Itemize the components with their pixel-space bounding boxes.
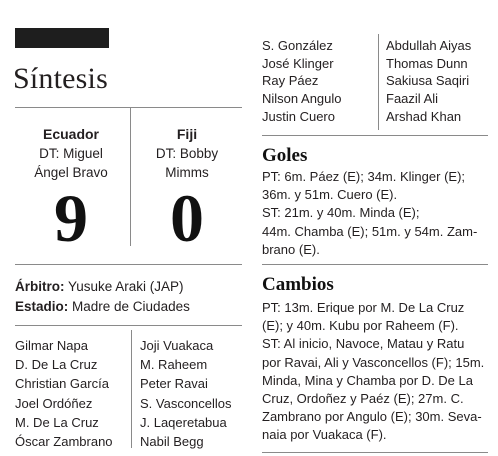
lineup-divider xyxy=(378,34,379,130)
team-name: Ecuador xyxy=(42,126,99,142)
goals-text: PT: 6m. Páez (E); 34m. Klinger (E); 36m. y 51m. Cuero (E). ST: 21m. y 40m. Minda (E); 44m. Chamba (E); 51m. y 54m. Zam- brano (E). xyxy=(262,169,478,257)
team-ecuador xyxy=(12,125,130,256)
lineup-ecuador xyxy=(15,336,113,451)
list-item: M. De La Cruz xyxy=(15,414,99,430)
referee-line xyxy=(15,277,184,297)
stadium-value: Madre de Ciudades xyxy=(68,299,190,314)
list-item: Nilson Angulo xyxy=(262,91,342,107)
divider xyxy=(262,264,488,265)
coach-line: DT: Bobby xyxy=(155,146,219,161)
list-item: J. Laqeretabua xyxy=(140,414,227,430)
list-item: Faazil Ali xyxy=(386,91,439,107)
score: 0 xyxy=(170,180,204,256)
stadium-label: Estadio: xyxy=(15,299,69,314)
divider xyxy=(15,107,242,108)
stadium-line xyxy=(15,297,190,317)
team-fiji xyxy=(128,125,246,256)
lineup-fiji xyxy=(140,336,232,451)
divider xyxy=(262,135,488,136)
lineup-fiji-cont xyxy=(386,37,471,126)
list-item: M. Raheem xyxy=(140,357,208,373)
list-item: Ray Páez xyxy=(262,73,319,89)
list-item: Gilmar Napa xyxy=(15,338,88,353)
list-item: Christian García xyxy=(15,376,109,392)
list-item: S. Vasconcellos xyxy=(140,395,232,411)
divider xyxy=(15,325,242,326)
page-title: Síntesis xyxy=(13,62,108,95)
list-item: Joji Vuakaca xyxy=(140,338,214,353)
list-item: Sakiusa Saqiri xyxy=(386,73,470,89)
referee-label: Árbitro: xyxy=(15,279,65,294)
coach-line: Mimms xyxy=(165,165,209,180)
list-item: Justin Cuero xyxy=(262,108,335,124)
goals-heading: Goles xyxy=(262,145,308,166)
list-item: Arshad Khan xyxy=(386,108,462,124)
list-item: Nabil Begg xyxy=(140,434,204,450)
referee-value: Yusuke Araki (JAP) xyxy=(64,279,184,294)
coach-line: DT: Miguel xyxy=(39,146,103,161)
divider xyxy=(15,264,242,265)
list-item: Abdullah Aiyas xyxy=(386,38,472,53)
changes-text: PT: 13m. Erique por M. De La Cruz (E); y 40m. Kubu por Raheem (F). ST: Al inicio, Navoce, Matau y Ratu por Ravai, Ali y Vasconcellos (F); 15m. Minda, Mina y Chamba por D. De La Cruz, Ordoñez y Paéz (E); 27m. C. Zambrano por Angulo (E); 30m. Seva- naia por Vuakaca (F). xyxy=(262,300,485,443)
list-item: S. González xyxy=(262,38,333,53)
list-item: José Klinger xyxy=(262,55,334,71)
team-name: Fiji xyxy=(176,126,198,142)
score: 9 xyxy=(54,180,88,256)
coach-line: Ángel Bravo xyxy=(34,165,108,180)
lineup-divider xyxy=(131,330,132,448)
section-marker-bar xyxy=(15,28,109,48)
changes-heading: Cambios xyxy=(262,274,334,295)
list-item: Óscar Zambrano xyxy=(15,434,113,450)
list-item: D. De La Cruz xyxy=(15,357,98,373)
list-item: Joel Ordóñez xyxy=(15,395,93,411)
lineup-ecuador-cont xyxy=(262,37,342,126)
list-item: Thomas Dunn xyxy=(386,55,468,71)
divider xyxy=(262,452,488,453)
list-item: Peter Ravai xyxy=(140,376,208,392)
